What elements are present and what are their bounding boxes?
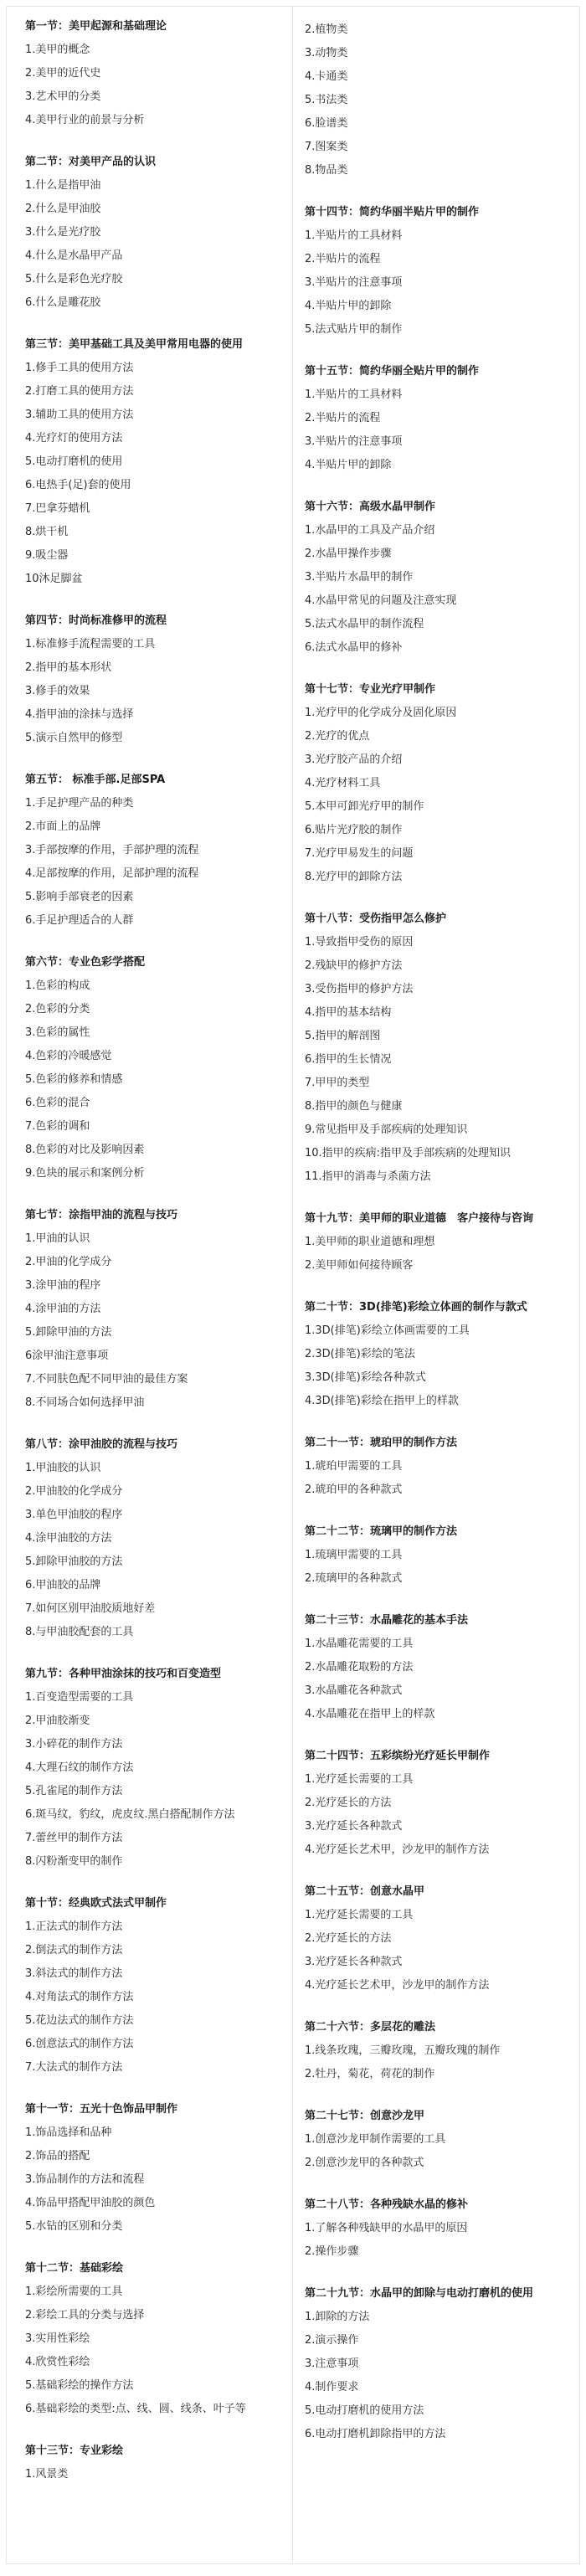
lesson-item: 1.彩绘所需要的工具 bbox=[25, 2285, 123, 2298]
lesson-item: 1.甲油的认识 bbox=[25, 1232, 90, 1245]
lesson-item: 1.美甲的概念 bbox=[25, 44, 90, 56]
lesson-item: 2.光疗的优点 bbox=[305, 730, 370, 743]
lesson-item: 4.涂甲油的方法 bbox=[25, 1303, 101, 1315]
lesson-item: 5.水钻的区别和分类 bbox=[25, 2220, 123, 2233]
course-section bbox=[305, 911, 574, 1189]
lesson-item: 4.指甲的基本结构 bbox=[305, 1006, 392, 1019]
course-section bbox=[305, 1211, 574, 1278]
lesson-item: 5.本甲可卸光疗甲的制作 bbox=[305, 800, 424, 813]
lesson-item: 2.美甲的近代史 bbox=[25, 67, 101, 80]
course-section bbox=[305, 1884, 574, 1998]
section-title: 第十四节：简约华丽半贴片甲的制作 bbox=[305, 206, 480, 219]
lesson-item: 10沐足脚盆 bbox=[25, 573, 83, 585]
lesson-item: 2.3D(排笔)彩绘的笔法 bbox=[305, 1348, 415, 1360]
course-section bbox=[25, 1207, 287, 1415]
course-section bbox=[305, 2197, 574, 2264]
lesson-item: 6.基础彩绘的类型:点、线、圆、线条、叶子等 bbox=[25, 2403, 246, 2415]
lesson-item: 2.市面上的品牌 bbox=[25, 820, 101, 833]
lesson-item: 2.甲油胶的化学成分 bbox=[25, 1485, 123, 1498]
section-title: 第二十四节：五彩缤纷光疗延长甲制作 bbox=[305, 1750, 491, 1762]
lesson-item: 4.美甲行业的前景与分析 bbox=[25, 114, 145, 126]
section-title: 第十九节：美甲师的职业道德 客户接待与咨询 bbox=[305, 1212, 534, 1225]
lesson-item: 5.卸除甲油胶的方法 bbox=[25, 1555, 123, 1568]
course-section bbox=[25, 1666, 287, 1874]
lesson-item: 4.3D(排笔)彩绘在指甲上的样款 bbox=[305, 1395, 459, 1407]
course-section bbox=[305, 1612, 574, 1726]
course-section bbox=[25, 2101, 287, 2239]
section-title: 第八节：涂甲油胶的流程与技巧 bbox=[25, 1438, 178, 1451]
lesson-item: 4.光疗材料工具 bbox=[305, 777, 381, 789]
lesson-item: 2.半贴片的流程 bbox=[305, 253, 381, 265]
lesson-item: 2.什么是甲油胶 bbox=[25, 203, 101, 215]
lesson-item: 2.牡丹，菊花，荷花的制作 bbox=[305, 2068, 435, 2080]
lesson-item: 3.动物类 bbox=[305, 47, 348, 59]
lesson-item: 9.色块的展示和案例分析 bbox=[25, 1167, 145, 1180]
course-section bbox=[25, 613, 287, 750]
lesson-item: 6.手足护理适合的人群 bbox=[25, 914, 134, 927]
lesson-item: 6.电热手(足)套的使用 bbox=[25, 479, 131, 491]
lesson-item: 6.创意法式的制作方法 bbox=[25, 2038, 134, 2050]
lesson-item: 1.琥珀甲需要的工具 bbox=[305, 1460, 403, 1473]
lesson-item: 8.色彩的对比及影响因素 bbox=[25, 1144, 145, 1156]
course-section bbox=[305, 2019, 574, 2086]
lesson-item: 5.电动打磨机的使用 bbox=[25, 455, 123, 468]
lesson-item: 4.饰品甲搭配甲油胶的颜色 bbox=[25, 2197, 156, 2209]
course-section bbox=[25, 18, 287, 132]
lesson-item: 2.甲油胶渐变 bbox=[25, 1715, 90, 1727]
lesson-item: 9.吸尘器 bbox=[25, 549, 69, 562]
lesson-item: 3.斜法式的制作方法 bbox=[25, 1967, 123, 1980]
lesson-item: 5.书法类 bbox=[305, 94, 348, 106]
course-section bbox=[25, 154, 287, 315]
lesson-item: 3.涂甲油的程序 bbox=[25, 1279, 101, 1292]
lesson-item: 1.琉璃甲需要的工具 bbox=[305, 1549, 403, 1561]
lesson-item: 4.光疗延长艺术甲，沙龙甲的制作方法 bbox=[305, 1979, 490, 1992]
lesson-item: 2.残缺甲的修护方法 bbox=[305, 959, 403, 972]
lesson-item: 5.指甲的解剖图 bbox=[305, 1030, 381, 1042]
lesson-item: 1.光疗延长需要的工具 bbox=[305, 1773, 414, 1786]
lesson-item: 3.艺术甲的分类 bbox=[25, 90, 101, 103]
lesson-item: 4.半贴片甲的卸除 bbox=[305, 459, 392, 471]
lesson-item: 6.什么是雕花胶 bbox=[25, 296, 101, 309]
course-section bbox=[25, 2260, 287, 2421]
lesson-item: 1.半贴片的工具材料 bbox=[305, 388, 403, 401]
lesson-item: 8.不同场合如何选择甲油 bbox=[25, 1396, 145, 1409]
lesson-item: 1.风景类 bbox=[25, 2468, 69, 2481]
course-section bbox=[305, 2108, 574, 2175]
lesson-item: 7.色彩的调和 bbox=[25, 1120, 90, 1133]
lesson-item: 6.甲油胶的品牌 bbox=[25, 1579, 101, 1591]
lesson-item: 1.卸除的方法 bbox=[305, 2311, 370, 2323]
lesson-item: 1.了解各种残缺甲的水晶甲的原因 bbox=[305, 2222, 468, 2234]
lesson-item: 1.线条玫瑰，三瓣玫瑰，五瓣玫瑰的制作 bbox=[305, 2044, 501, 2057]
lesson-item: 4.什么是水晶甲产品 bbox=[25, 249, 123, 262]
lesson-item: 3.半贴片的注意事项 bbox=[305, 276, 403, 289]
lesson-item: 8.烘干机 bbox=[25, 526, 69, 538]
lesson-item: 1.甲油胶的认识 bbox=[25, 1462, 101, 1474]
lesson-item: 9.常见指甲及手部疾病的处理知识 bbox=[305, 1123, 468, 1136]
lesson-item: 3.色彩的属性 bbox=[25, 1026, 90, 1039]
lesson-item: 2.创意沙龙甲的各种款式 bbox=[305, 2157, 424, 2169]
lesson-item: 7.蕾丝甲的制作方法 bbox=[25, 1832, 123, 1844]
section-title: 第十八节：受伤指甲怎么修护 bbox=[305, 913, 447, 925]
section-title: 第二十九节：水晶甲的卸除与电动打磨机的使用 bbox=[305, 2287, 534, 2300]
lesson-item: 2.打磨工具的使用方法 bbox=[25, 385, 134, 398]
lesson-item: 4.色彩的冷暖感觉 bbox=[25, 1050, 112, 1062]
lesson-item: 1.水晶甲的工具及产品介绍 bbox=[305, 524, 435, 537]
lesson-item: 8.光疗甲的卸除方法 bbox=[305, 871, 403, 883]
lesson-item: 7.图案类 bbox=[305, 141, 348, 153]
course-section bbox=[305, 1435, 574, 1502]
course-section bbox=[305, 681, 574, 889]
section-title: 第十六节：高级水晶甲制作 bbox=[305, 501, 436, 513]
section-title: 第二节：对美甲产品的认识 bbox=[25, 156, 157, 168]
lesson-item: 2.半贴片的流程 bbox=[305, 412, 381, 424]
lesson-item: 3.辅助工具的使用方法 bbox=[25, 409, 134, 421]
lesson-item: 2.琥珀甲的各种款式 bbox=[305, 1483, 403, 1496]
lesson-item: 6.法式水晶甲的修补 bbox=[305, 641, 403, 654]
lesson-item: 1.水晶雕花需要的工具 bbox=[305, 1638, 414, 1650]
lesson-item: 1.手足护理产品的种类 bbox=[25, 797, 134, 810]
lesson-item: 4.足部按摩的作用，足部护理的流程 bbox=[25, 867, 199, 880]
course-section bbox=[305, 1299, 574, 1413]
lesson-item: 4.指甲油的涂抹与选择 bbox=[25, 708, 134, 721]
lesson-item: 3.光疗胶产品的介绍 bbox=[305, 753, 403, 766]
lesson-item: 1.3D(排笔)彩绘立体画需要的工具 bbox=[305, 1324, 470, 1337]
lesson-item: 1.色彩的构成 bbox=[25, 979, 90, 992]
lesson-item: 5.什么是彩色光疗胶 bbox=[25, 273, 123, 285]
lesson-item: 1.创意沙龙甲制作需要的工具 bbox=[305, 2133, 446, 2146]
lesson-item: 2.饰品的搭配 bbox=[25, 2150, 90, 2162]
lesson-item: 3.手部按摩的作用，手部护理的流程 bbox=[25, 844, 199, 856]
lesson-item: 10.指甲的疾病:指甲及手部疾病的处理知识 bbox=[305, 1147, 511, 1159]
lesson-item: 1.光疗甲的化学成分及固化原因 bbox=[305, 707, 457, 719]
section-title: 第二十三节：水晶雕花的基本手法 bbox=[305, 1614, 469, 1627]
lesson-item: 4.对角法式的制作方法 bbox=[25, 1991, 134, 2003]
lesson-item: 3.半贴片的注意事项 bbox=[305, 435, 403, 448]
lesson-item: 8.指甲的颜色与健康 bbox=[305, 1100, 403, 1113]
lesson-item: 3.受伤指甲的修护方法 bbox=[305, 983, 414, 995]
lesson-item: 3.小碎花的制作方法 bbox=[25, 1738, 123, 1751]
lesson-item: 4.水晶雕花在指甲上的样款 bbox=[305, 1708, 435, 1720]
lesson-item: 2.倒法式的制作方法 bbox=[25, 1944, 123, 1956]
lesson-item: 5.法式贴片甲的制作 bbox=[305, 323, 403, 336]
lesson-item: 1.美甲师的职业道德和理想 bbox=[305, 1236, 435, 1248]
lesson-item: 5.卸除甲油的方法 bbox=[25, 1326, 112, 1339]
section-title: 第九节：各种甲油涂抹的技巧和百变造型 bbox=[25, 1668, 222, 1680]
lesson-item: 3.实用性彩绘 bbox=[25, 2332, 90, 2345]
section-title: 第七节：涂指甲油的流程与技巧 bbox=[25, 1209, 178, 1221]
section-title: 第二十五节：创意水晶甲 bbox=[305, 1885, 425, 1898]
lesson-item: 3.单色甲油胶的程序 bbox=[25, 1509, 123, 1521]
course-section bbox=[305, 1524, 574, 1591]
lesson-item: 7.巴拿芬蜡机 bbox=[25, 502, 90, 515]
lesson-item: 4.光疗灯的使用方法 bbox=[25, 432, 123, 445]
lesson-item: 4.水晶甲常见的问题及注意实现 bbox=[305, 594, 457, 607]
lesson-item: 3.修手的效果 bbox=[25, 685, 90, 697]
lesson-item: 11.指甲的消毒与杀菌方法 bbox=[305, 1170, 431, 1183]
lesson-item: 3.光疗延长各种款式 bbox=[305, 1956, 403, 1968]
lesson-item: 4.光疗延长艺术甲，沙龙甲的制作方法 bbox=[305, 1843, 490, 1856]
lesson-item: 5.影响手部衰老的因素 bbox=[25, 891, 134, 903]
lesson-item: 6.斑马纹，豹纹，虎皮纹.黑白搭配制作方法 bbox=[25, 1808, 235, 1821]
lesson-item: 8.物品类 bbox=[305, 164, 348, 177]
section-title: 第十三节：专业彩绘 bbox=[25, 2445, 124, 2457]
lesson-item: 3.水晶雕花各种款式 bbox=[305, 1684, 403, 1697]
lesson-item: 6涂甲油注意事项 bbox=[25, 1350, 109, 1362]
section-title: 第五节： 标准手部.足部SPA bbox=[25, 774, 166, 786]
section-title: 第二十二节：琉璃甲的制作方法 bbox=[305, 1525, 458, 1538]
lesson-item: 6.贴片光疗胶的制作 bbox=[305, 824, 403, 836]
lesson-item: 2.彩绘工具的分类与选择 bbox=[25, 2309, 145, 2321]
lesson-item: 3.注意事项 bbox=[305, 2357, 359, 2370]
lesson-item: 2.美甲师如何接待顾客 bbox=[305, 1259, 414, 1272]
lesson-item: 1.导致指甲受伤的原因 bbox=[305, 936, 414, 949]
section-title: 第二十六节：多层花的雕法 bbox=[305, 2021, 436, 2034]
lesson-item: 2.演示操作 bbox=[305, 2334, 359, 2347]
lesson-item: 4.欣赏性彩绘 bbox=[25, 2356, 90, 2368]
lesson-item: 2.水晶甲操作步骤 bbox=[305, 548, 392, 560]
lesson-item: 2.琉璃甲的各种款式 bbox=[305, 1572, 403, 1585]
lesson-item: 1.什么是指甲油 bbox=[25, 179, 101, 192]
section-title: 第二十一节：琥珀甲的制作方法 bbox=[305, 1437, 458, 1449]
section-title: 第一节：美甲起源和基础理论 bbox=[25, 20, 167, 33]
lesson-item: 7.甲甲的类型 bbox=[305, 1077, 370, 1089]
lesson-item: 8.与甲油胶配套的工具 bbox=[25, 1626, 134, 1638]
section-title: 第十一节：五光十色饰品甲制作 bbox=[25, 2103, 178, 2116]
lesson-item: 6.色彩的混合 bbox=[25, 1097, 90, 1109]
lesson-item: 3.饰品制作的方法和流程 bbox=[25, 2173, 145, 2186]
course-section bbox=[305, 363, 574, 477]
lesson-item: 2.光疗延长的方法 bbox=[305, 1932, 392, 1945]
lesson-item: 5.基础彩绘的操作方法 bbox=[25, 2379, 134, 2392]
lesson-item: 7.光疗甲易发生的问题 bbox=[305, 847, 414, 860]
lesson-item: 3.光疗延长各种款式 bbox=[305, 1820, 403, 1833]
course-section bbox=[25, 1437, 287, 1644]
lesson-item: 2.植物类 bbox=[305, 23, 348, 36]
lesson-item: 5.孔雀尾的制作方法 bbox=[25, 1785, 123, 1797]
lesson-item: 5.花边法式的制作方法 bbox=[25, 2014, 134, 2027]
lesson-item: 1.半贴片的工具材料 bbox=[305, 229, 403, 242]
lesson-item: 2.光疗延长的方法 bbox=[305, 1797, 392, 1809]
section-title: 第三节：美甲基础工具及美甲常用电器的使用 bbox=[25, 338, 244, 351]
lesson-item: 2.色彩的分类 bbox=[25, 1003, 90, 1015]
lesson-item: 1.饰品选择和品种 bbox=[25, 2126, 112, 2139]
lesson-item: 1.光疗延长需要的工具 bbox=[305, 1909, 414, 1921]
lesson-item: 8.闪粉渐变甲的制作 bbox=[25, 1855, 123, 1868]
lesson-item: 6.指甲的生长情况 bbox=[305, 1053, 392, 1066]
course-outline-page bbox=[6, 6, 580, 2564]
right-column bbox=[293, 7, 579, 2563]
lesson-item: 5.演示自然甲的修型 bbox=[25, 732, 123, 744]
lesson-item: 3.半贴片水晶甲的制作 bbox=[305, 571, 414, 584]
lesson-item: 6.脸谱类 bbox=[305, 117, 348, 130]
section-title: 第十五节：简约华丽全贴片甲的制作 bbox=[305, 365, 480, 378]
lesson-item: 3.3D(排笔)彩绘各种款式 bbox=[305, 1371, 426, 1384]
lesson-item: 7.不同肤色配不同甲油的最佳方案 bbox=[25, 1373, 188, 1386]
course-section bbox=[305, 499, 574, 660]
course-section bbox=[25, 1895, 287, 2080]
section-title: 第二十节：3D(排笔)彩绘立体画的制作与款式 bbox=[305, 1301, 527, 1314]
lesson-item: 1.正法式的制作方法 bbox=[25, 1920, 123, 1933]
lesson-item: 5.法式水晶甲的制作流程 bbox=[305, 618, 424, 630]
lesson-item: 4.大理石纹的制作方法 bbox=[25, 1761, 134, 1774]
lesson-item: 4.涂甲油胶的方法 bbox=[25, 1532, 112, 1545]
lesson-item: 5.色彩的修养和情感 bbox=[25, 1073, 123, 1086]
course-section bbox=[25, 2443, 287, 2486]
section-title: 第四节：时尚标准修甲的流程 bbox=[25, 614, 167, 627]
course-section bbox=[305, 1748, 574, 1862]
lesson-item: 6.电动打磨机卸除指甲的方法 bbox=[305, 2428, 446, 2440]
section-title: 第二十七节：创意沙龙甲 bbox=[305, 2110, 425, 2122]
lesson-item: 2.甲油的化学成分 bbox=[25, 1256, 112, 1268]
course-section bbox=[305, 2285, 574, 2446]
lesson-item: 7.大法式的制作方法 bbox=[25, 2061, 123, 2074]
section-title: 第十七节：专业光疗甲制作 bbox=[305, 683, 436, 696]
lesson-item: 1.标准修手流程需要的工具 bbox=[25, 638, 156, 650]
course-section bbox=[25, 772, 287, 933]
lesson-item: 3.什么是光疗胶 bbox=[25, 226, 101, 239]
lesson-item: 2.水晶雕花取粉的方法 bbox=[305, 1661, 414, 1674]
lesson-item: 5.电动打磨机的使用方法 bbox=[305, 2404, 424, 2417]
lesson-item: 7.如何区别甲油胶质地好差 bbox=[25, 1602, 156, 1615]
section-title: 第十二节：基础彩绘 bbox=[25, 2262, 124, 2275]
course-section bbox=[25, 337, 287, 591]
section-title: 第六节：专业色彩学搭配 bbox=[25, 956, 146, 969]
course-section bbox=[305, 204, 574, 342]
lesson-item: 4.卡通类 bbox=[305, 70, 348, 83]
course-section bbox=[305, 18, 574, 183]
section-title: 第二十八节：各种残缺水晶的修补 bbox=[305, 2198, 469, 2211]
course-section bbox=[25, 954, 287, 1185]
lesson-item: 1.修手工具的使用方法 bbox=[25, 362, 134, 374]
lesson-item: 2.操作步骤 bbox=[305, 2245, 359, 2258]
lesson-item: 4.半贴片甲的卸除 bbox=[305, 300, 392, 312]
left-column bbox=[7, 7, 293, 2563]
lesson-item: 4.制作要求 bbox=[305, 2381, 359, 2393]
lesson-item: 2.指甲的基本形状 bbox=[25, 661, 112, 674]
section-title: 第十节：经典欧式法式甲制作 bbox=[25, 1897, 167, 1910]
lesson-item: 1.百变造型需要的工具 bbox=[25, 1691, 134, 1704]
